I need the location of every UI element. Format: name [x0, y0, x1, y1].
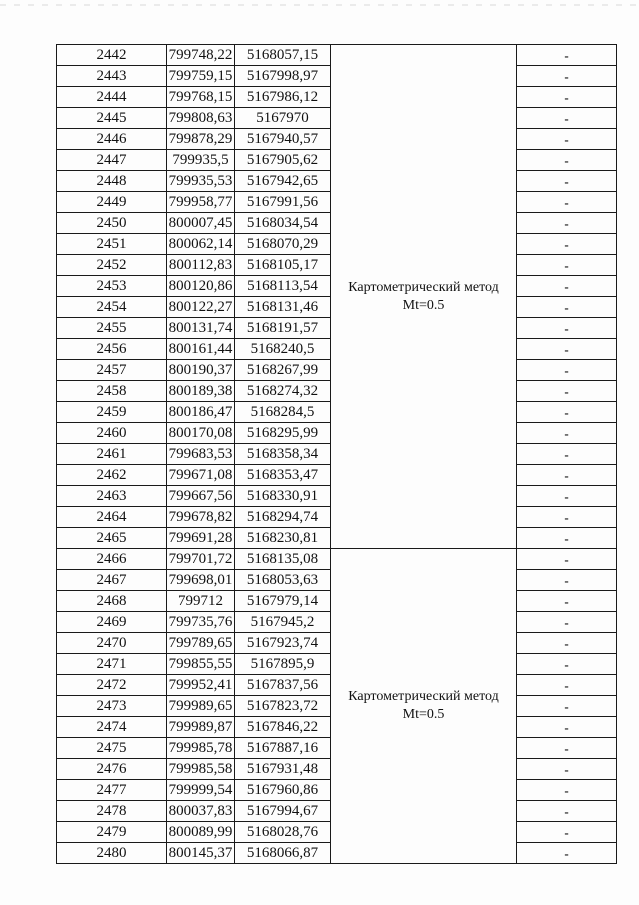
point-number-cell: 2469 — [57, 612, 167, 633]
y-coordinate-cell: 5168240,5 — [235, 339, 331, 360]
x-coordinate-cell: 799759,15 — [167, 66, 235, 87]
x-coordinate-cell: 799768,15 — [167, 87, 235, 108]
dash-cell: - — [517, 339, 617, 360]
dash-cell: - — [517, 486, 617, 507]
dash-cell: - — [517, 423, 617, 444]
x-coordinate-cell: 799678,82 — [167, 507, 235, 528]
x-coordinate-cell: 799789,65 — [167, 633, 235, 654]
point-number-cell: 2449 — [57, 192, 167, 213]
y-coordinate-cell: 5167945,2 — [235, 612, 331, 633]
method-name: Картометрический метод — [348, 689, 499, 704]
dash-cell: - — [517, 759, 617, 780]
dash-cell: - — [517, 780, 617, 801]
dash-cell: - — [517, 213, 617, 234]
dash-cell: - — [517, 843, 617, 864]
y-coordinate-cell: 5167905,62 — [235, 150, 331, 171]
dash-cell: - — [517, 318, 617, 339]
y-coordinate-cell: 5167960,86 — [235, 780, 331, 801]
y-coordinate-cell: 5167895,9 — [235, 654, 331, 675]
point-number-cell: 2477 — [57, 780, 167, 801]
y-coordinate-cell: 5168230,81 — [235, 528, 331, 549]
dash-cell: - — [517, 633, 617, 654]
x-coordinate-cell: 800186,47 — [167, 402, 235, 423]
x-coordinate-cell: 800190,37 — [167, 360, 235, 381]
dash-cell: - — [517, 801, 617, 822]
x-coordinate-cell: 799999,54 — [167, 780, 235, 801]
y-coordinate-cell: 5167994,67 — [235, 801, 331, 822]
point-number-cell: 2453 — [57, 276, 167, 297]
point-number-cell: 2464 — [57, 507, 167, 528]
y-coordinate-cell: 5167940,57 — [235, 129, 331, 150]
table-row — [57, 45, 617, 66]
x-coordinate-cell: 800145,37 — [167, 843, 235, 864]
point-number-cell: 2459 — [57, 402, 167, 423]
y-coordinate-cell: 5168053,63 — [235, 570, 331, 591]
x-coordinate-cell: 800112,83 — [167, 255, 235, 276]
y-coordinate-cell: 5168267,99 — [235, 360, 331, 381]
scan-artifact-line — [0, 4, 639, 6]
method-cell — [331, 45, 517, 549]
y-coordinate-cell: 5168113,54 — [235, 276, 331, 297]
point-number-cell: 2466 — [57, 549, 167, 570]
y-coordinate-cell: 5168070,29 — [235, 234, 331, 255]
y-coordinate-cell: 5167823,72 — [235, 696, 331, 717]
dash-cell: - — [517, 444, 617, 465]
point-number-cell: 2474 — [57, 717, 167, 738]
point-number-cell: 2443 — [57, 66, 167, 87]
y-coordinate-cell: 5168191,57 — [235, 318, 331, 339]
x-coordinate-cell: 799667,56 — [167, 486, 235, 507]
point-number-cell: 2458 — [57, 381, 167, 402]
point-number-cell: 2475 — [57, 738, 167, 759]
x-coordinate-cell: 799698,01 — [167, 570, 235, 591]
point-number-cell: 2465 — [57, 528, 167, 549]
dash-cell: - — [517, 675, 617, 696]
point-number-cell: 2463 — [57, 486, 167, 507]
point-number-cell: 2452 — [57, 255, 167, 276]
dash-cell: - — [517, 66, 617, 87]
x-coordinate-cell: 799985,78 — [167, 738, 235, 759]
y-coordinate-cell: 5168131,46 — [235, 297, 331, 318]
dash-cell: - — [517, 108, 617, 129]
y-coordinate-cell: 5167931,48 — [235, 759, 331, 780]
y-coordinate-cell: 5168284,5 — [235, 402, 331, 423]
dash-cell: - — [517, 192, 617, 213]
y-coordinate-cell: 5167979,14 — [235, 591, 331, 612]
x-coordinate-cell: 799748,22 — [167, 45, 235, 66]
point-number-cell: 2446 — [57, 129, 167, 150]
y-coordinate-cell: 5167998,97 — [235, 66, 331, 87]
dash-cell: - — [517, 528, 617, 549]
method-name: Картометрический метод — [348, 279, 499, 295]
point-number-cell: 2467 — [57, 570, 167, 591]
dash-cell: - — [517, 129, 617, 150]
y-coordinate-cell: 5167837,56 — [235, 675, 331, 696]
x-coordinate-cell: 799683,53 — [167, 444, 235, 465]
dash-cell: - — [517, 738, 617, 759]
x-coordinate-cell: 799935,5 — [167, 150, 235, 171]
x-coordinate-cell: 800007,45 — [167, 213, 235, 234]
x-coordinate-cell: 799701,72 — [167, 549, 235, 570]
x-coordinate-cell: 799712 — [167, 591, 235, 612]
x-coordinate-cell: 799952,41 — [167, 675, 235, 696]
x-coordinate-cell: 800062,14 — [167, 234, 235, 255]
point-number-cell: 2468 — [57, 591, 167, 612]
y-coordinate-cell: 5168034,54 — [235, 213, 331, 234]
dash-cell: - — [517, 255, 617, 276]
method-accuracy: Mt=0.5 — [402, 707, 445, 722]
x-coordinate-cell: 799878,29 — [167, 129, 235, 150]
x-coordinate-cell: 799989,65 — [167, 696, 235, 717]
dash-cell: - — [517, 465, 617, 486]
point-number-cell: 2472 — [57, 675, 167, 696]
x-coordinate-cell: 799935,53 — [167, 171, 235, 192]
x-coordinate-cell: 800089,99 — [167, 822, 235, 843]
point-number-cell: 2461 — [57, 444, 167, 465]
point-number-cell: 2457 — [57, 360, 167, 381]
point-number-cell: 2454 — [57, 297, 167, 318]
dash-cell: - — [517, 234, 617, 255]
method-cell — [331, 549, 517, 864]
point-number-cell: 2442 — [57, 45, 167, 66]
dash-cell: - — [517, 297, 617, 318]
dash-cell: - — [517, 381, 617, 402]
x-coordinate-cell: 800120,86 — [167, 276, 235, 297]
y-coordinate-cell: 5168057,15 — [235, 45, 331, 66]
point-number-cell: 2480 — [57, 843, 167, 864]
x-coordinate-cell: 799985,58 — [167, 759, 235, 780]
x-coordinate-cell: 799855,55 — [167, 654, 235, 675]
dash-cell: - — [517, 654, 617, 675]
y-coordinate-cell: 5168358,34 — [235, 444, 331, 465]
dash-cell: - — [517, 717, 617, 738]
y-coordinate-cell: 5167846,22 — [235, 717, 331, 738]
x-coordinate-cell: 800189,38 — [167, 381, 235, 402]
point-number-cell: 2444 — [57, 87, 167, 108]
coordinates-table-body — [57, 45, 617, 864]
y-coordinate-cell: 5167887,16 — [235, 738, 331, 759]
x-coordinate-cell: 800122,27 — [167, 297, 235, 318]
x-coordinate-cell: 799671,08 — [167, 465, 235, 486]
dash-cell: - — [517, 612, 617, 633]
x-coordinate-cell: 800131,74 — [167, 318, 235, 339]
point-number-cell: 2478 — [57, 801, 167, 822]
x-coordinate-cell: 799989,87 — [167, 717, 235, 738]
point-number-cell: 2476 — [57, 759, 167, 780]
y-coordinate-cell: 5168295,99 — [235, 423, 331, 444]
point-number-cell: 2460 — [57, 423, 167, 444]
method-accuracy: Mt=0.5 — [402, 297, 445, 313]
point-number-cell: 2455 — [57, 318, 167, 339]
y-coordinate-cell: 5168105,17 — [235, 255, 331, 276]
dash-cell: - — [517, 402, 617, 423]
dash-cell: - — [517, 87, 617, 108]
dash-cell: - — [517, 150, 617, 171]
point-number-cell: 2450 — [57, 213, 167, 234]
y-coordinate-cell: 5168294,74 — [235, 507, 331, 528]
dash-cell: - — [517, 360, 617, 381]
dash-cell: - — [517, 549, 617, 570]
x-coordinate-cell: 800037,83 — [167, 801, 235, 822]
y-coordinate-cell: 5168135,08 — [235, 549, 331, 570]
x-coordinate-cell: 800170,08 — [167, 423, 235, 444]
y-coordinate-cell: 5168028,76 — [235, 822, 331, 843]
x-coordinate-cell: 799958,77 — [167, 192, 235, 213]
coordinates-table — [56, 44, 617, 864]
y-coordinate-cell: 5168353,47 — [235, 465, 331, 486]
y-coordinate-cell: 5167942,65 — [235, 171, 331, 192]
point-number-cell: 2462 — [57, 465, 167, 486]
dash-cell: - — [517, 507, 617, 528]
dash-cell: - — [517, 570, 617, 591]
dash-cell: - — [517, 171, 617, 192]
y-coordinate-cell: 5167970 — [235, 108, 331, 129]
y-coordinate-cell: 5167986,12 — [235, 87, 331, 108]
y-coordinate-cell: 5168066,87 — [235, 843, 331, 864]
x-coordinate-cell: 800161,44 — [167, 339, 235, 360]
dash-cell: - — [517, 591, 617, 612]
point-number-cell: 2470 — [57, 633, 167, 654]
dash-cell: - — [517, 822, 617, 843]
point-number-cell: 2471 — [57, 654, 167, 675]
point-number-cell: 2456 — [57, 339, 167, 360]
point-number-cell: 2447 — [57, 150, 167, 171]
y-coordinate-cell: 5168330,91 — [235, 486, 331, 507]
y-coordinate-cell: 5168274,32 — [235, 381, 331, 402]
y-coordinate-cell: 5167923,74 — [235, 633, 331, 654]
table-row — [57, 549, 617, 570]
point-number-cell: 2451 — [57, 234, 167, 255]
dash-cell: - — [517, 45, 617, 66]
point-number-cell: 2479 — [57, 822, 167, 843]
point-number-cell: 2473 — [57, 696, 167, 717]
x-coordinate-cell: 799808,63 — [167, 108, 235, 129]
x-coordinate-cell: 799691,28 — [167, 528, 235, 549]
dash-cell: - — [517, 696, 617, 717]
dash-cell: - — [517, 276, 617, 297]
point-number-cell: 2448 — [57, 171, 167, 192]
y-coordinate-cell: 5167991,56 — [235, 192, 331, 213]
point-number-cell: 2445 — [57, 108, 167, 129]
x-coordinate-cell: 799735,76 — [167, 612, 235, 633]
